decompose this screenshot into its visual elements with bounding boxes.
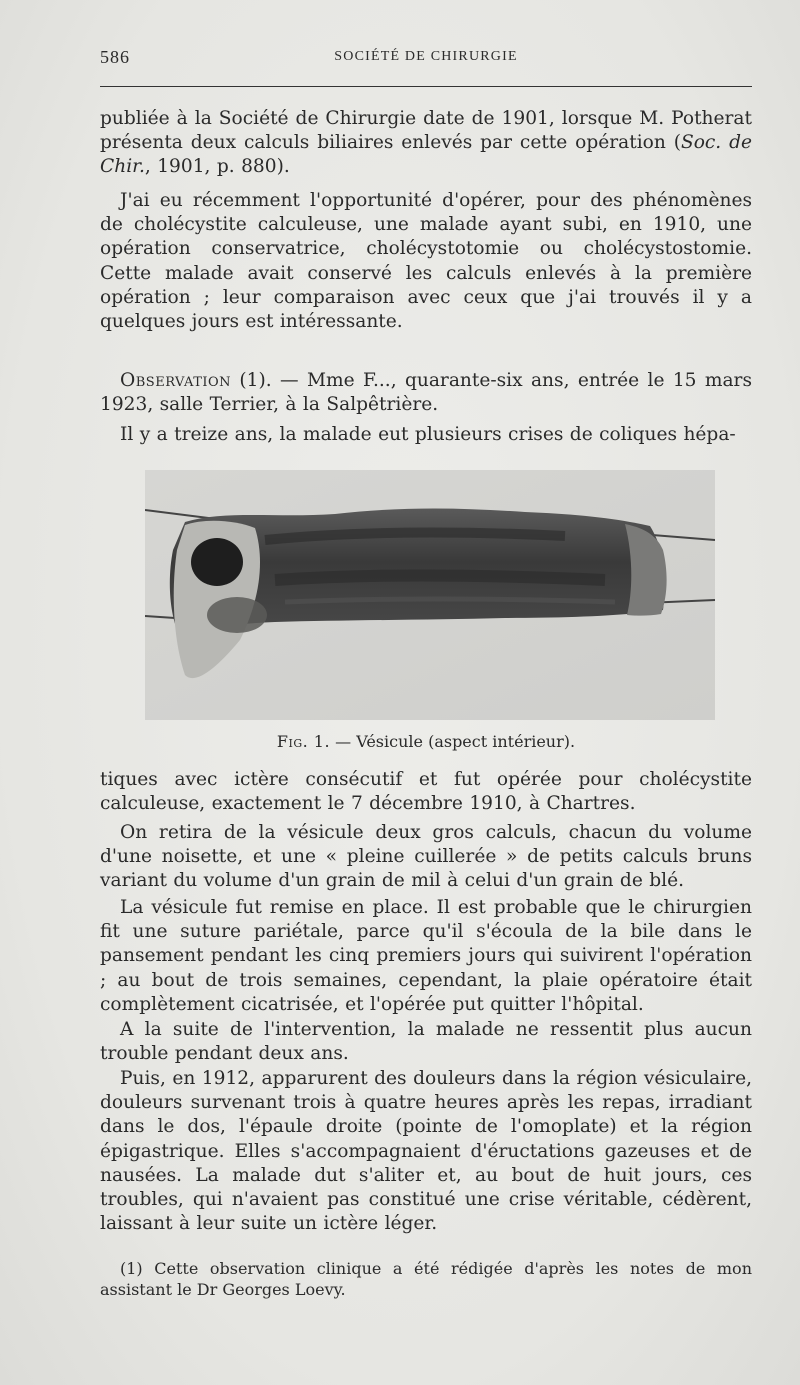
observation-label: Observation bbox=[120, 370, 232, 391]
observation-footnote-ref: (1). bbox=[231, 370, 272, 391]
paragraph-case-intro: J'ai eu récemment l'opportunité d'opérer, pour des phénomènes de cholécystite calculeuse, une malade ayant subi, en 1910, une opération conservatrice, cholécystotomie ou cholécystostomie. Cette malade avait conservé les calculs enlevés à la première opération ; leur comparaison avec ceux que j'ai trouvés il y a quelques jours est intéressante. bbox=[100, 190, 752, 333]
gallbladder-photograph bbox=[145, 470, 715, 720]
paragraph-intro-end: , 1901, p. 880). bbox=[144, 156, 290, 178]
figure-caption-text: — Vésicule (aspect intérieur). bbox=[330, 732, 576, 751]
paragraph-history-start: Il y a treize ans, la malade eut plusieurs crises de coliques hépa- bbox=[120, 424, 736, 445]
figure-gallbladder-photo bbox=[145, 470, 715, 720]
paragraph-1912-symptoms: Puis, en 1912, apparurent des douleurs dans la région vésiculaire, douleurs survenant trois à quatre heures après les repas, irradiant dans le dos, l'épaule droite (pointe de l'omoplate) et la région épigastrique. Elles s'accompagnaient d'éructations gazeuses et de nausées. La malade dut s'aliter et, au bout de huit jours, ces troubles, qui n'avaient pas constitué une crise véritable, cédèrent, laissant à leur suite un ictère léger. bbox=[100, 1068, 752, 1235]
paragraph-history-continued: tiques avec ictère consécutif et fut opérée pour cholécystite calculeuse, exactement le 7 décembre 1910, à Chartres. bbox=[100, 769, 752, 815]
journal-title: SOCIÉTÉ DE CHIRURGIE bbox=[334, 49, 518, 64]
footnote: (1) Cette observation clinique a été rédigée d'après les notes de mon assistant le Dr Georges Loevy. bbox=[100, 1259, 752, 1299]
page-number: 586 bbox=[100, 47, 130, 67]
paragraph-calculi-removed: On retira de la vésicule deux gros calculs, chacun du volume d'une noisette, et une « pleine cuillerée » de petits calculs bruns variant du volume d'un grain de mil à celui d'un grain de blé. bbox=[100, 822, 752, 892]
figure-caption-label: Fig. 1. bbox=[276, 732, 331, 751]
observation-text: — Mme F..., quarante-six ans, entrée le 15 mars 1923, salle Terrier, à la Salpêtrière. bbox=[100, 370, 752, 416]
paragraph-postoperative: La vésicule fut remise en place. Il est probable que le chirurgien fit une suture pariétale, parce qu'il s'écoula de la bile dans le pansement pendant les cinq premiers jours qui suivirent l'opération ; au bout de trois semaines, cependant, la plaie opératoire était complètement cicatrisée, et l'opérée put quitter l'hôpital. bbox=[100, 897, 752, 1015]
citation-italic: Soc. de Chir. bbox=[100, 132, 752, 178]
running-head bbox=[100, 47, 752, 71]
paragraph-intro-text: publiée à la Société de Chirurgie date de 1901, lorsque M. Potherat présenta deux calculs biliaires enlevés par cette opération ( bbox=[100, 108, 752, 154]
paragraph-observation bbox=[100, 369, 752, 417]
header-rule bbox=[100, 86, 752, 87]
figure-caption bbox=[100, 731, 752, 753]
paragraph-two-years: A la suite de l'intervention, la malade ne ressentit plus aucun trouble pendant deux ans. bbox=[100, 1019, 752, 1065]
paragraph-intro bbox=[100, 107, 752, 180]
